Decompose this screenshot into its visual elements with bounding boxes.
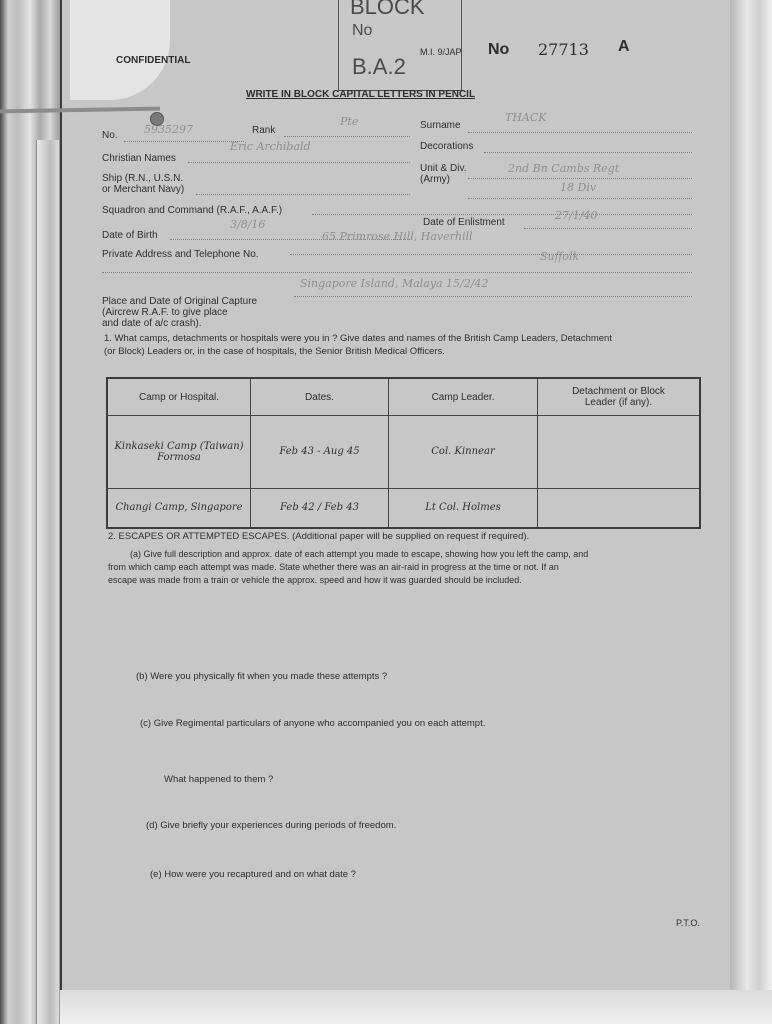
enlist-value: 27/1/40 bbox=[555, 209, 598, 222]
row2-camp: Changi Camp, Singapore bbox=[107, 488, 251, 528]
camps-table bbox=[106, 377, 701, 529]
address-value-1: 65 Primrose Hill, Haverhill bbox=[322, 230, 473, 243]
q2-d: (d) Give briefly your experiences during periods of freedom. bbox=[146, 820, 397, 831]
confidential-label: CONFIDENTIAL bbox=[116, 55, 191, 66]
q2-a-line3: escape was made from a train or vehicle the approx. speed and how it was guarded should be included. bbox=[108, 575, 522, 585]
christian-label: Christian Names bbox=[102, 153, 176, 164]
q2-c: (c) Give Regimental particulars of anyone who accompanied you on each attempt. bbox=[140, 718, 486, 729]
ship-label-2: or Merchant Navy) bbox=[102, 184, 185, 195]
stamp-line3: B.A.2 bbox=[352, 54, 406, 79]
q2-a-line2: from which camp each attempt was made. State whether there was an air-raid in progress at the time or not. If an bbox=[108, 562, 559, 572]
binder-strip bbox=[36, 140, 59, 1024]
unit-value-2: 18 Div bbox=[560, 181, 597, 194]
instruction-heading: WRITE IN BLOCK CAPITAL LETTERS IN PENCIL bbox=[246, 89, 476, 100]
no-field-label: No. bbox=[102, 130, 118, 141]
surname-value: THACK bbox=[505, 111, 547, 124]
dob-value: 3/8/16 bbox=[230, 218, 266, 231]
surname-label: Surname bbox=[420, 120, 461, 131]
enlist-label: Date of Enlistment bbox=[423, 217, 505, 228]
form-ref: M.I. 9/JAP bbox=[420, 47, 462, 57]
form-suffix: A bbox=[618, 38, 630, 55]
capture-label-2: (Aircrew R.A.F. to give place bbox=[102, 307, 228, 318]
row1-detachment bbox=[538, 416, 701, 489]
row2-leader: Lt Col. Holmes bbox=[389, 488, 538, 528]
address-label: Private Address and Telephone No. bbox=[102, 249, 259, 260]
pto-label: P.T.O. bbox=[676, 918, 700, 928]
no-label: No bbox=[488, 41, 510, 58]
q2-title: 2. ESCAPES OR ATTEMPTED ESCAPES. (Additional paper will be supplied on request if required). bbox=[108, 531, 530, 542]
header-dates: Dates. bbox=[251, 378, 389, 416]
unit-label-1: Unit & Div. bbox=[420, 163, 467, 174]
rank-label: Rank bbox=[252, 125, 276, 136]
q2-a-line1: (a) Give full description and approx. date of each attempt you made to escape, showing how you left the camp, and bbox=[130, 549, 589, 559]
unit-label-2: (Army) bbox=[420, 174, 450, 185]
stamp-line1: BLOCK bbox=[350, 0, 425, 19]
squadron-label: Squadron and Command (R.A.F., A.A.F.) bbox=[102, 205, 283, 216]
header-camp-leader: Camp Leader. bbox=[389, 378, 538, 416]
q1-text-2: (or Block) Leaders or, in the case of hospitals, the Senior British Medical Officers. bbox=[104, 346, 445, 357]
row2-detachment bbox=[538, 488, 701, 528]
q2-e: (e) How were you recaptured and on what date ? bbox=[150, 869, 356, 880]
header-detachment: Detachment or Block Leader (if any). bbox=[538, 378, 701, 416]
capture-value: Singapore Island, Malaya 15/2/42 bbox=[300, 277, 489, 290]
capture-label-3: and date of a/c crash). bbox=[102, 318, 202, 329]
stamp-line2: No bbox=[352, 22, 373, 39]
dob-label: Date of Birth bbox=[102, 230, 158, 241]
capture-label-1: Place and Date of Original Capture bbox=[102, 296, 258, 307]
header-camp: Camp or Hospital. bbox=[107, 378, 251, 416]
q2-c2: What happened to them ? bbox=[164, 774, 274, 785]
row2-dates: Feb 42 / Feb 43 bbox=[251, 488, 389, 528]
q2-b: (b) Were you physically fit when you made these attempts ? bbox=[136, 671, 388, 682]
no-field-value: 5935297 bbox=[144, 123, 193, 136]
page-edge bbox=[730, 0, 772, 1024]
row1-dates: Feb 43 - Aug 45 bbox=[251, 416, 389, 489]
row1-camp: Kinkaseki Camp (Taiwan) Formosa bbox=[107, 416, 251, 489]
q1-text-1: 1. What camps, detachments or hospitals were you in ? Give dates and names of the British Camp Leaders, Detachment bbox=[104, 333, 612, 344]
form-number: 27713 bbox=[538, 40, 589, 59]
bottom-sheet bbox=[60, 990, 772, 1024]
ship-label-1: Ship (R.N., U.S.N. bbox=[102, 173, 184, 184]
christian-value: Eric Archibald bbox=[230, 140, 311, 153]
row1-leader: Col. Kinnear bbox=[389, 416, 538, 489]
decorations-label: Decorations bbox=[420, 141, 474, 152]
unit-value-1: 2nd Bn Cambs Regt bbox=[508, 162, 620, 175]
address-value-2: Suffolk bbox=[540, 250, 580, 263]
rank-value: Pte bbox=[340, 115, 359, 128]
